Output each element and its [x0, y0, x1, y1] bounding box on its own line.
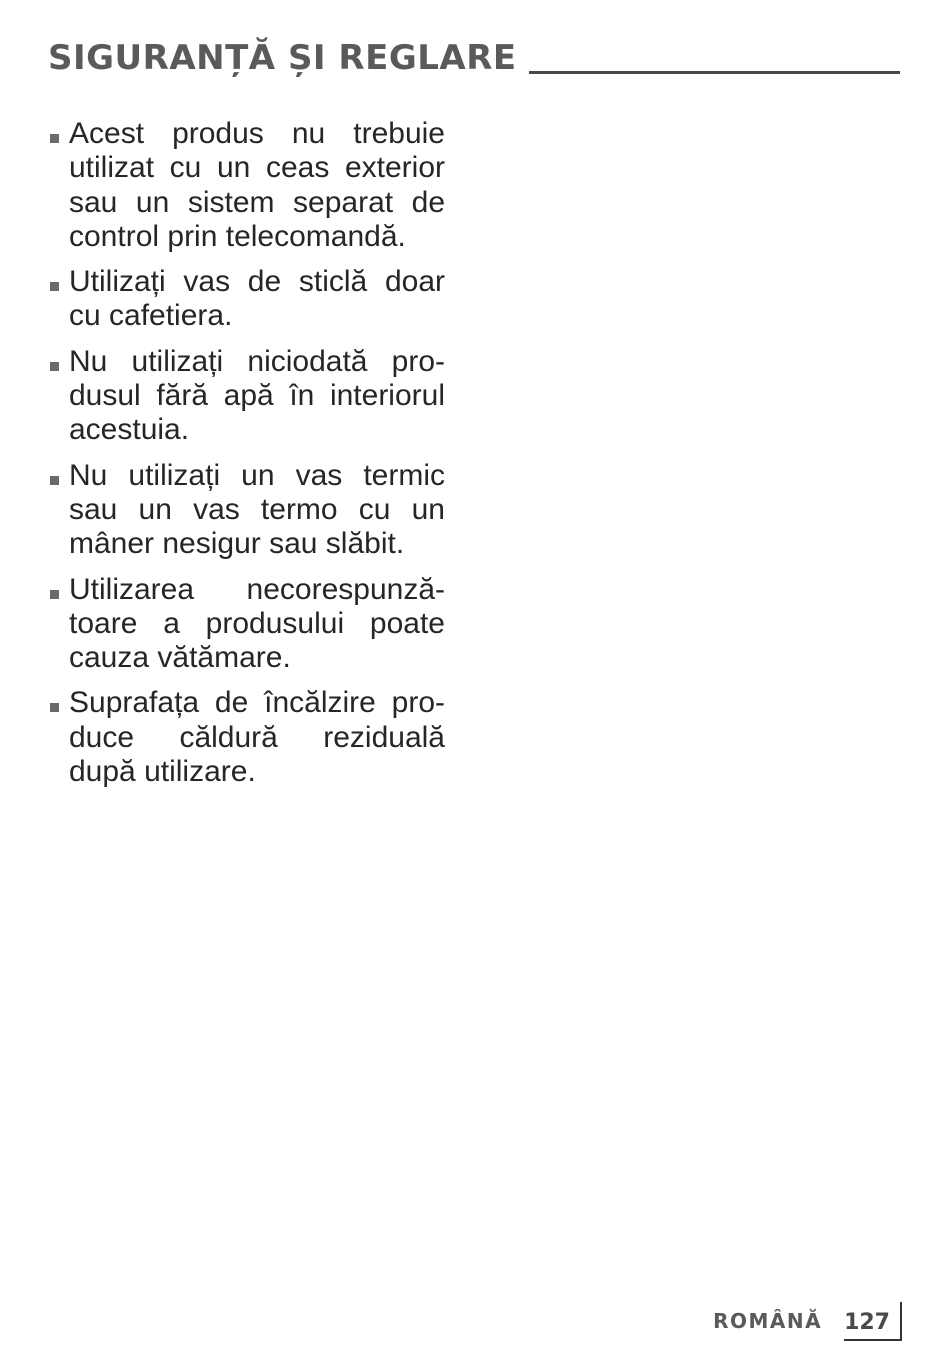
- page-footer: [713, 1301, 902, 1341]
- header-rule: [529, 71, 900, 74]
- square-bullet-icon: [50, 362, 59, 371]
- list-item-text: Nu utilizați niciodată pro-dusul fără apă în interiorul acestuia.: [69, 344, 445, 447]
- list-item-text: Suprafața de încălzire pro-duce căldură reziduală după utilizare.: [69, 686, 445, 789]
- safety-list: [48, 117, 445, 800]
- footer-language: ROMÂNĂ: [713, 1309, 823, 1333]
- list-item: [48, 459, 445, 562]
- list-item: [48, 345, 445, 448]
- page-header: [48, 30, 900, 78]
- list-item-text: Nu utilizați un vas termic sau un vas termo cu un mâner nesigur sau slăbit.: [69, 458, 445, 561]
- list-item: [48, 573, 445, 676]
- list-item-text: Utilizarea necorespunză-toare a produsului poate cauza vătămare.: [69, 572, 445, 675]
- list-item: [48, 117, 445, 254]
- square-bullet-icon: [50, 282, 59, 291]
- page-title: SIGURANȚĂ ȘI REGLARE: [48, 38, 517, 78]
- list-item-text: Utilizați vas de sticlă doar cu cafetiera.: [69, 265, 445, 333]
- square-bullet-icon: [50, 703, 59, 712]
- list-item: [48, 686, 445, 789]
- page-number: 127: [844, 1302, 902, 1341]
- square-bullet-icon: [50, 476, 59, 485]
- square-bullet-icon: [50, 590, 59, 599]
- square-bullet-icon: [50, 134, 59, 143]
- list-item-text: Acest produs nu trebuie utilizat cu un ceas exterior sau un sistem separat de control prin telecomandă.: [69, 117, 445, 253]
- list-item: [48, 265, 445, 334]
